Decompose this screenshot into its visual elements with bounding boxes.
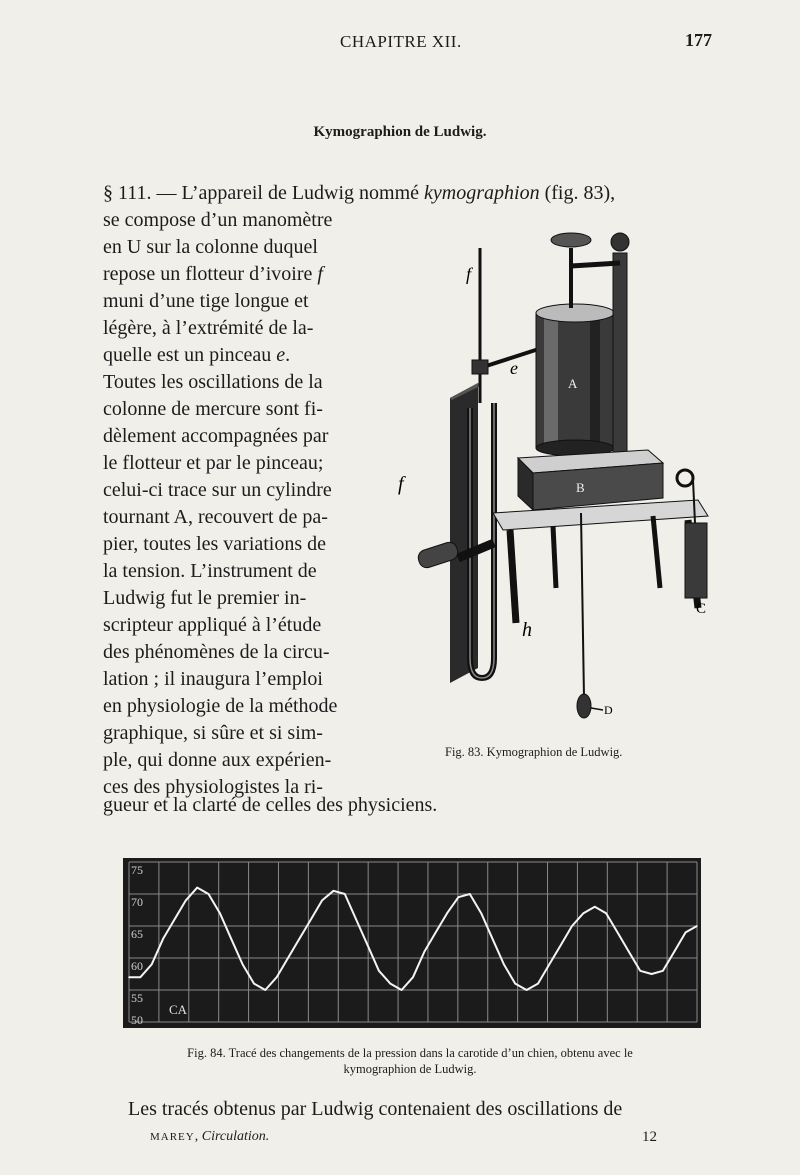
text-run: des phénomènes de la circu- [103,641,330,663]
text-run: ces des physiologistes la ri- [103,776,323,798]
italic-term: e [276,344,286,366]
italic-term: kymographion [424,182,540,204]
trace-point [458,896,460,898]
running-head: CHAPITRE XII. [340,32,462,51]
trace-point [299,938,301,940]
trace-point [344,893,346,895]
text-run: § 111. — L’appareil de Ludwig nommé [103,182,425,204]
trace-point [151,964,153,966]
footer-author: MAREY [150,1131,195,1143]
trace-point [571,925,573,927]
trace-point [310,919,312,921]
trace-point [435,932,437,934]
trace-point [185,900,187,902]
paragraph-last-line: gueur et la clarté de celles des physiciens. [103,794,438,816]
text-run: légère, à l’extrémité de la- [103,317,314,339]
stand-table [493,500,708,530]
trace-point [162,938,164,940]
trace-point [128,976,130,978]
trace-point [424,951,426,953]
trace-point [549,964,551,966]
italic-term: f [317,263,323,285]
trace-point [651,973,653,975]
next-paragraph-first-line: Les tracés obtenus par Ludwig contenaient des oscillations de [128,1098,623,1120]
label-c: C [696,601,707,617]
trace-point [140,976,142,978]
trace-point [412,976,414,978]
text-run: en U sur la colonne duquel [103,236,318,258]
trace-point [617,932,619,934]
y-tick-label: 65 [131,927,143,941]
text-run: repose un flotteur d’ivoire [103,263,318,285]
trace-point [560,944,562,946]
trace-point [696,925,698,927]
trace-point [367,944,369,946]
text-run: en physiologie de la méthode [103,695,338,717]
trace-point [253,983,255,985]
y-tick-label: 50 [131,1013,143,1027]
text-run: Toutes les oscillations de la [103,371,323,393]
text-run: pier, toutes les variations de [103,533,327,555]
trace-point [321,900,323,902]
tracing-background [123,858,701,1028]
trace-point [242,964,244,966]
manometer-board [450,383,478,683]
trace-point [628,951,630,953]
trace-point [446,912,448,914]
figure-84-caption-line-1: Fig. 84. Tracé des changements de la pression dans la carotide d’un chien, obtenu avec le [187,1046,633,1060]
trace-point [685,932,687,934]
trace-point [276,976,278,978]
page-number: 177 [685,30,712,50]
y-tick-label: 55 [131,991,143,1005]
text-run: la tension. L’instrument de [103,560,317,582]
footer-author-title: MAREY, Circulation. [150,1129,270,1144]
trace-point [526,989,528,991]
pillar [613,253,627,463]
text-run: dèlement accompagnées par [103,425,329,447]
label-d: D [604,703,613,717]
text-run: (fig. 83), [539,182,616,204]
pendulum-rod [581,513,584,698]
trace-point [480,912,482,914]
text-run: colonne de mercure sont fi- [103,398,323,420]
trace-point [662,970,664,972]
trace-point [492,938,494,940]
text-run: scripteur appliqué à l’étude [103,614,322,636]
text-run: Ludwig fut le premier in- [103,587,307,609]
trace-point [174,919,176,921]
text-run: lation ; il inaugura l’emploi [103,668,323,690]
trace-point [673,951,675,953]
figure-83-caption: Fig. 83. Kymographion de Ludwig. [445,745,623,759]
page-header [0,28,800,58]
trace-point [594,906,596,908]
text-run: se compose d’un manomètre [103,209,333,231]
trace-point [401,989,403,991]
footer-signature: 12 [642,1129,657,1145]
y-tick-label: 60 [131,959,143,973]
footer-title: Circulation. [201,1129,270,1144]
label-a: A [568,376,578,391]
trace-point [503,964,505,966]
trace-point [583,912,585,914]
pendulum-bob-d [577,694,591,718]
trace-point [333,890,335,892]
trace-point [265,989,267,991]
top-knob [551,233,591,247]
text-run: muni d’une tige longue et [103,290,309,312]
trace-point [208,893,210,895]
label-h: h [522,619,532,641]
trace-point [287,957,289,959]
text-run: quelle est un pinceau [103,344,277,366]
y-tick-label: 70 [131,895,143,909]
trace-point [537,983,539,985]
section-title: Kymographion de Ludwig. [313,124,487,140]
trace-point [230,938,232,940]
trace-point [605,912,607,914]
text-run: graphique, si sûre et si sim- [103,722,323,744]
trace-point [355,919,357,921]
figure-84-caption [110,1045,710,1077]
page-footer [0,1129,800,1151]
figure-84-pressure-tracing [123,858,701,1028]
trace-point [639,970,641,972]
trace-point [378,970,380,972]
text-run: celui-ci trace sur un cylindre [103,479,332,501]
corner-label-ca: CA [169,1002,188,1017]
label-e: e [510,358,518,378]
trace-point [469,893,471,895]
label-b: B [576,480,585,495]
figure-84-caption-line-2: kymographion de Ludwig. [343,1062,477,1076]
weight-c [685,523,707,598]
text-run: tournant A, recouvert de pa- [103,506,328,528]
paragraph-line [103,180,723,207]
trace-point [219,912,221,914]
label-f-left: f [398,473,404,495]
trace-point [514,983,516,985]
y-tick-label: 75 [131,863,143,877]
text-run: ple, qui donne aux expérien- [103,749,332,771]
text-run: . [285,344,291,366]
label-f-top: f [466,264,472,284]
text-run: le flotteur et par le pinceau; [103,452,324,474]
trace-point [389,983,391,985]
trace-point [196,887,198,889]
figure-83-kymograph-illustration [398,228,728,768]
